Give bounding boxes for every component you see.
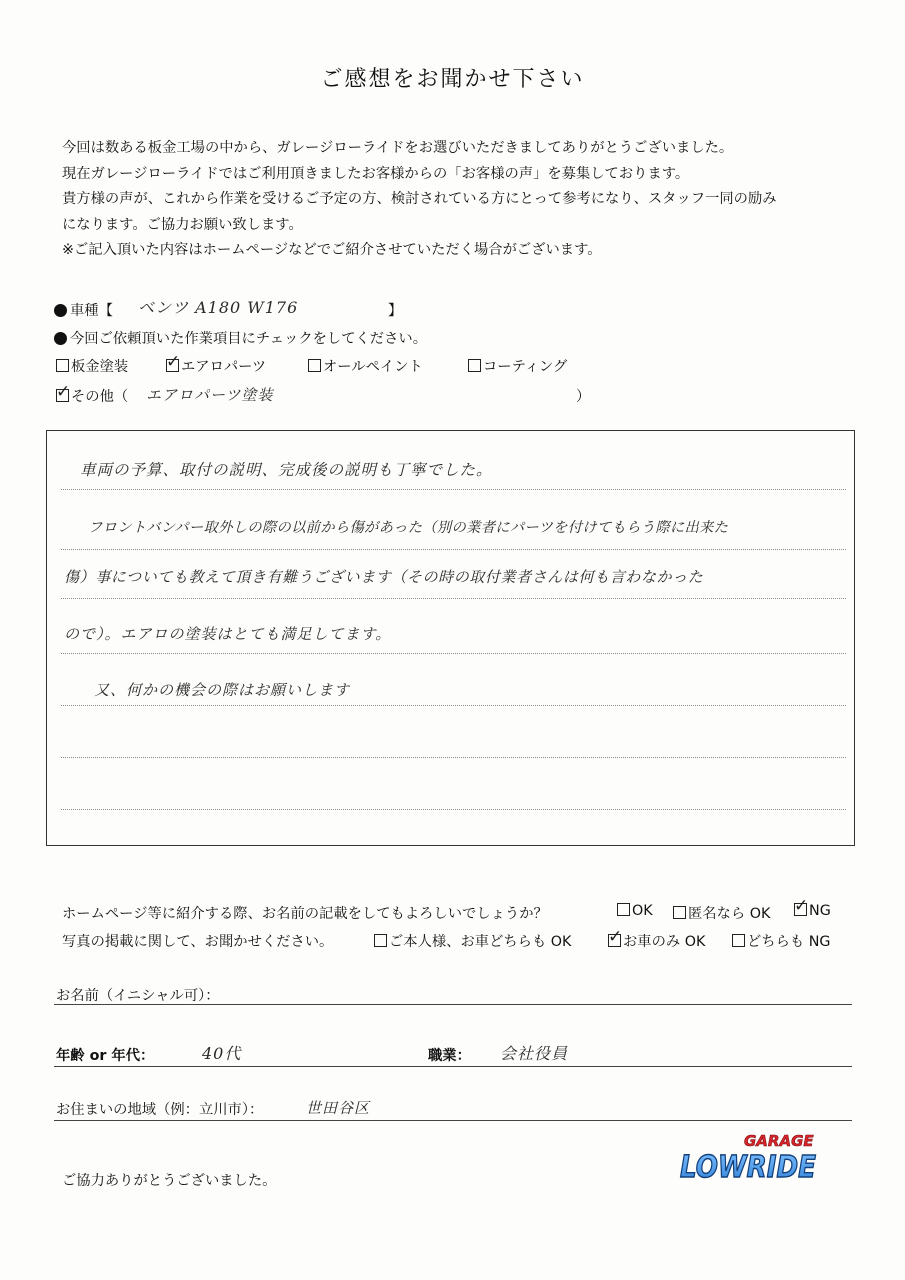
option-label: NG	[809, 903, 831, 919]
area-field-line	[54, 1120, 852, 1121]
work-question-row	[54, 328, 427, 348]
checkbox-checked-icon[interactable]	[166, 359, 179, 372]
name-field-line[interactable]	[54, 1004, 852, 1005]
logo-top-text: GARAGE	[744, 1132, 814, 1150]
comment-line: フロントバンパー取外しの際の以前から傷があった（別の業者にパーツを付けてもらう際に出来た	[88, 520, 729, 536]
intro-line: になります。ご協力お願い致します。	[62, 216, 303, 233]
bullet-icon	[54, 304, 67, 317]
comment-line: ので）。エアロの塗装はとても満足してます。	[64, 625, 392, 643]
intro-line: 現在ガレージローライドではご利用頂きましたお客様からの「お客様の声」を募集しております。	[62, 165, 690, 182]
name-permission-option[interactable]	[794, 903, 831, 919]
checkbox-checked-icon[interactable]	[56, 389, 69, 402]
age-job-field-line	[54, 1066, 852, 1067]
checkbox-icon[interactable]	[617, 903, 630, 916]
job-label: 職業：	[428, 1048, 471, 1064]
work-other-close: ）	[576, 389, 591, 405]
work-option-label: エアロパーツ	[181, 359, 267, 375]
vehicle-row	[54, 300, 113, 320]
option-label: ご本人様、お車どちらも OK	[389, 934, 572, 950]
name-label: お名前（イニシャル可）：	[56, 988, 220, 1004]
ruled-line	[61, 549, 846, 550]
logo-bottom-text: LOWRIDE	[680, 1150, 817, 1185]
comment-line: 又、何かの機会の際はお願いします	[94, 681, 351, 699]
intro-line: 貴方様の声が、これから作業を受けるご予定の方、検討されている方にとって参考になり、スタッフ一同の励み	[62, 191, 777, 207]
work-other-value[interactable]: エアロパーツ塗装	[146, 386, 274, 404]
work-other[interactable]	[56, 386, 128, 406]
work-option[interactable]	[56, 356, 128, 376]
ruled-line	[61, 489, 846, 490]
photo-permission-option[interactable]	[732, 931, 831, 951]
photo-permission-option[interactable]	[374, 931, 571, 951]
work-option-label: コーティング	[483, 359, 568, 375]
vehicle-value[interactable]: ベンツ A180 W176	[138, 298, 299, 317]
option-label: どちらも NG	[747, 934, 831, 950]
checkbox-icon[interactable]	[374, 934, 387, 947]
work-option-label: 板金塗装	[71, 359, 129, 375]
ruled-line	[61, 705, 846, 706]
checkbox-checked-icon[interactable]	[608, 934, 621, 947]
area-value[interactable]: 世田谷区	[306, 1099, 371, 1117]
age-label: 年齢 or 年代：	[56, 1048, 155, 1064]
checkbox-icon[interactable]	[308, 359, 321, 372]
garage-lowride-logo	[676, 1125, 821, 1187]
ruled-line	[61, 653, 846, 654]
work-question: 今回ご依頼頂いた作業項目にチェックをしてください。	[70, 331, 427, 347]
photo-permission-option[interactable]	[608, 931, 705, 951]
photo-permission-question: 写真の掲載に関して、お聞かせください。	[62, 934, 334, 950]
intro-line: 今回は数ある板金工場の中から、ガレージローライドをお選びいただきましてありがとうございました。	[62, 140, 734, 156]
comment-line: 車両の予算、取付の説明、完成後の説明も丁寧でした。	[80, 461, 493, 479]
checkbox-icon[interactable]	[732, 934, 745, 947]
age-value[interactable]: 40代	[202, 1044, 242, 1063]
name-permission-question: ホームページ等に紹介する際、お名前の記載をしてもよろしいでしょうか？	[62, 906, 548, 922]
closing-text: ご協力ありがとうございました。	[62, 1173, 277, 1189]
ruled-line	[61, 809, 846, 810]
ruled-line	[61, 598, 846, 599]
vehicle-label: 車種【	[70, 303, 113, 319]
page-title: ご感想をお聞かせ下さい	[320, 67, 585, 92]
intro-text	[62, 136, 862, 264]
checkbox-icon[interactable]	[468, 359, 481, 372]
option-label: お車のみ OK	[623, 934, 706, 950]
work-option[interactable]	[308, 356, 423, 376]
job-value[interactable]: 会社役員	[500, 1044, 569, 1063]
work-option-label: オールペイント	[323, 359, 423, 375]
checkbox-icon[interactable]	[56, 359, 69, 372]
work-other-label: その他（	[71, 389, 129, 405]
name-permission-option[interactable]	[673, 903, 770, 923]
comment-line: 傷）事についても教えて頂き有難うございます（その時の取付業者さんは何も言わなかった	[64, 568, 704, 586]
ruled-line	[61, 757, 846, 758]
work-option[interactable]	[468, 356, 567, 376]
option-label: OK	[632, 903, 653, 919]
name-permission-option[interactable]	[617, 903, 653, 919]
checkbox-checked-icon[interactable]	[794, 903, 807, 916]
bullet-icon	[54, 332, 67, 345]
work-option[interactable]	[166, 356, 266, 376]
option-label: 匿名なら OK	[688, 906, 771, 922]
area-label: お住まいの地域（例：立川市）：	[56, 1102, 264, 1118]
intro-line: ※ご記入頂いた内容はホームページなどでご紹介させていただく場合がございます。	[62, 242, 602, 258]
vehicle-close: 】	[388, 303, 403, 319]
checkbox-icon[interactable]	[673, 906, 686, 919]
